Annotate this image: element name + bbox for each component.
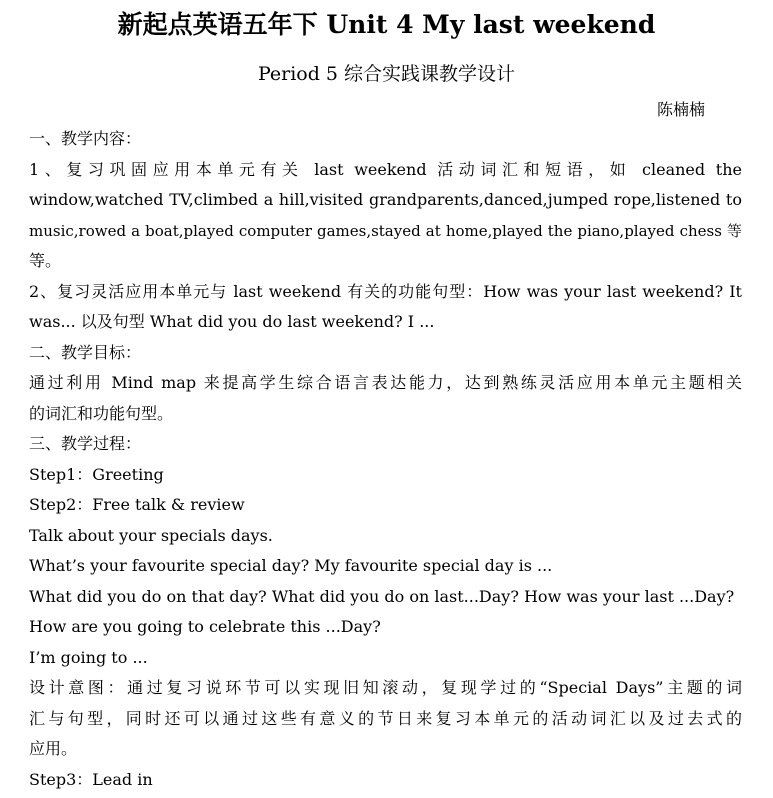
paragraph-line: window,watched TV,climbed a hill,visited grandparents,danced,jumped rope,listened to	[29, 190, 742, 209]
paragraph-line: 汇与句型，同时还可以通过这些有意义的节日来复习本单元的活动词汇以及过去式的	[29, 708, 742, 728]
paragraph-line: 等。	[29, 251, 62, 270]
paragraph-line: was... 以及句型 What did you do last weekend? I ...	[29, 312, 435, 331]
paragraph-line: 1、复习巩固应用本单元有关 last weekend 活动词汇和短语，如 cleaned the	[29, 159, 742, 179]
paragraph-line: 通过利用 Mind map 来提高学生综合语言表达能力，达到熟练灵活应用本单元主题相关	[29, 373, 742, 392]
document-subtitle: Period 5 综合实践课教学设计	[257, 63, 516, 85]
section-heading-goals: 二、教学目标：	[29, 342, 142, 362]
step-heading: Step3：Lead in	[29, 769, 153, 789]
paragraph-line: 应用。	[29, 739, 78, 758]
document-title: 新起点英语五年下 Unit 4 My last weekend	[117, 10, 656, 39]
paragraph-line: music,rowed a boat,played computer games,stayed at home,played the piano,played chess 等	[29, 221, 742, 240]
paragraph-line: I’m going to ...	[29, 647, 148, 667]
paragraph-line: Talk about your specials days.	[29, 525, 273, 545]
step-heading: Step1：Greeting	[29, 464, 164, 484]
step-heading: Step2：Free talk & review	[29, 495, 245, 514]
paragraph-line: 2、复习灵活应用本单元与 last weekend 有关的功能句型：How was your last weekend? It	[29, 281, 742, 301]
paragraph-line: 设计意图：通过复习说环节可以实现旧知滚动，复现学过的“Special Days”主题的词	[29, 678, 742, 697]
author-name: 陈楠楠	[656, 100, 705, 119]
section-heading-content: 一、教学内容：	[29, 129, 142, 148]
section-heading-process: 三、教学过程：	[29, 434, 142, 453]
paragraph-line: What did you do on that day? What did you do on last...Day? How was your last ...Day?	[29, 586, 735, 606]
paragraph-line: 的词汇和功能句型。	[29, 403, 174, 423]
document-body	[29, 124, 742, 795]
paragraph-line: How are you going to celebrate this ...Day?	[29, 617, 381, 636]
paragraph-line: What’s your favourite special day? My favourite special day is ...	[29, 556, 553, 575]
